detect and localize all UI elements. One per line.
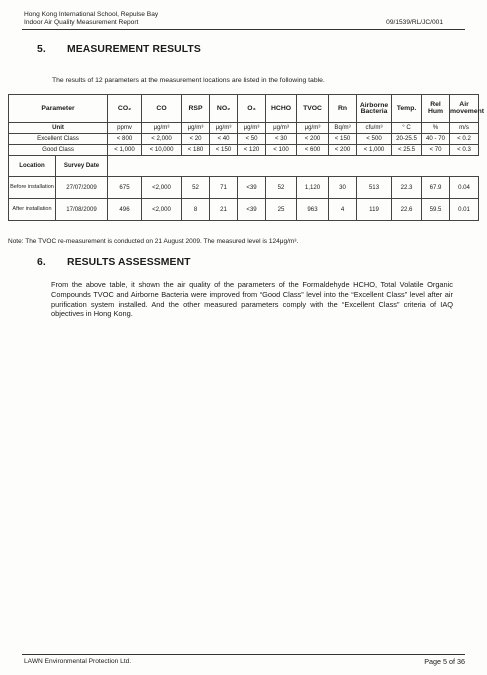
table-cell: 30 [329, 177, 357, 199]
section-6-heading [37, 257, 191, 268]
location-cell: After installation [9, 199, 56, 221]
table-cell: 963 [297, 199, 329, 221]
parameter-header: Parameter [9, 95, 108, 123]
table-cell: μg/m³ [210, 123, 238, 134]
table-cell: <2,000 [142, 177, 182, 199]
table-cell: <2,000 [142, 199, 182, 221]
table-cell: 0.01 [450, 199, 479, 221]
table-cell: < 1,000 [357, 145, 392, 156]
table-cell: ppmv [108, 123, 142, 134]
table-row [9, 145, 479, 156]
page-header [24, 11, 158, 27]
table-cell: < 600 [297, 145, 329, 156]
header-school: Hong Kong International School, Repulse Bay [24, 11, 159, 18]
section-5-title: MEASUREMENT RESULTS [67, 44, 201, 55]
location-header: Location [9, 156, 56, 177]
table-cell: 20-25.5 [392, 134, 422, 145]
table-cell: < 0.2 [450, 134, 479, 145]
param-no2: NO₂ [210, 95, 238, 123]
page-number: Page 5 of 36 [424, 657, 465, 666]
table-cell: 71 [210, 177, 238, 199]
header-divider [22, 29, 465, 30]
row-label: Unit [9, 123, 108, 134]
blank-cell [108, 156, 479, 177]
table-cell: μg/m³ [142, 123, 182, 134]
table-cell: < 120 [238, 145, 266, 156]
param-co: CO [142, 95, 182, 123]
intro-text: The results of 12 parameters at the measurement locations are listed in the following table. [52, 77, 325, 84]
param-tvoc: TVOC [297, 95, 329, 123]
table-cell: < 100 [266, 145, 297, 156]
header-report-title: Indoor Air Quality Measurement Report [24, 19, 139, 27]
survey-date-header: Survey Date [56, 156, 108, 177]
table-cell: < 800 [108, 134, 142, 145]
table-cell: < 0.3 [450, 145, 479, 156]
table-note: Note: The TVOC re-measurement is conducted on 21 August 2009. The measured level is 124μg/m³. [8, 238, 299, 245]
table-header-row [9, 95, 479, 123]
table-cell: < 50 [238, 134, 266, 145]
footer-divider [22, 654, 465, 655]
table-cell: μg/m³ [266, 123, 297, 134]
location-header-row [9, 156, 479, 177]
measurement-table [8, 94, 485, 221]
assessment-paragraph: From the above table, it shown the air quality of the parameters of the Formaldehyde HCHO, Total Volatile Organic Compounds TVOC and Airborne Bacteria were improved from “Good Class” level into the “Excellent Class” level after air purification system installed. And the other measured parameters comply with the “Excellent Class” criteria of IAQ objectives in Hong Kong. [51, 280, 453, 319]
table-cell: < 500 [357, 134, 392, 145]
table-cell: 119 [357, 199, 392, 221]
table-cell: < 40 [210, 134, 238, 145]
header-reference: 09/1539/RL/JC/001 [386, 19, 443, 26]
table-cell: 513 [357, 177, 392, 199]
table-cell: cfu/m³ [357, 123, 392, 134]
table-cell: < 30 [266, 134, 297, 145]
table-cell: 25 [266, 199, 297, 221]
section-5-number: 5. [37, 44, 46, 55]
table-cell: 40 - 70 [422, 134, 450, 145]
table-cell: < 20 [182, 134, 210, 145]
param-air-movement: Air movement [450, 95, 479, 123]
table-cell: < 200 [297, 134, 329, 145]
table-cell: 67.9 [422, 177, 450, 199]
table-cell: μg/m³ [297, 123, 329, 134]
table-cell: 0.04 [450, 177, 479, 199]
table-cell: <39 [238, 177, 266, 199]
table-cell: μg/m³ [238, 123, 266, 134]
table-cell: m/s [450, 123, 479, 134]
table-row [9, 123, 479, 134]
table-cell: < 25.5 [392, 145, 422, 156]
table-cell: 496 [108, 199, 142, 221]
table-cell: ° C [392, 123, 422, 134]
table-cell: 22.6 [392, 199, 422, 221]
param-rel-hum: Rel Hum [422, 95, 450, 123]
section-6-title: RESULTS ASSESSMENT [67, 257, 191, 268]
row-label: Good Class [9, 145, 108, 156]
table-cell: μg/m³ [182, 123, 210, 134]
table-cell: < 150 [210, 145, 238, 156]
table-cell: 52 [182, 177, 210, 199]
table-cell: 675 [108, 177, 142, 199]
table-cell: < 150 [329, 134, 357, 145]
location-cell: Before installation [9, 177, 56, 199]
table-cell: 59.5 [422, 199, 450, 221]
section-6-number: 6. [37, 257, 46, 268]
table-cell: < 10,000 [142, 145, 182, 156]
table-cell: 8 [182, 199, 210, 221]
param-co2: CO₂ [108, 95, 142, 123]
param-rsp: RSP [182, 95, 210, 123]
survey-date-cell: 27/07/2009 [56, 177, 108, 199]
param-rn: Rn [329, 95, 357, 123]
table-cell: < 200 [329, 145, 357, 156]
table-cell: 21 [210, 199, 238, 221]
table-cell: 4 [329, 199, 357, 221]
section-5-heading [37, 44, 201, 55]
table-cell: 52 [266, 177, 297, 199]
table-cell: 22.3 [392, 177, 422, 199]
table-cell: < 180 [182, 145, 210, 156]
table-cell: < 70 [422, 145, 450, 156]
table-cell: <39 [238, 199, 266, 221]
table-cell: Bq/m³ [329, 123, 357, 134]
param-hcho: HCHO [266, 95, 297, 123]
param-temp: Temp. [392, 95, 422, 123]
table-row [9, 177, 479, 199]
table-row [9, 134, 479, 145]
table-cell: < 1,000 [108, 145, 142, 156]
survey-date-cell: 17/08/2009 [56, 199, 108, 221]
row-label: Excellent Class [9, 134, 108, 145]
table-cell: 1,120 [297, 177, 329, 199]
table-cell: < 2,000 [142, 134, 182, 145]
param-airborne-bacteria: Airborne Bacteria [357, 95, 392, 123]
param-o3: O₃ [238, 95, 266, 123]
table-cell: % [422, 123, 450, 134]
footer-company: LAWN Environmental Protection Ltd. [24, 658, 132, 665]
table-row [9, 199, 479, 221]
